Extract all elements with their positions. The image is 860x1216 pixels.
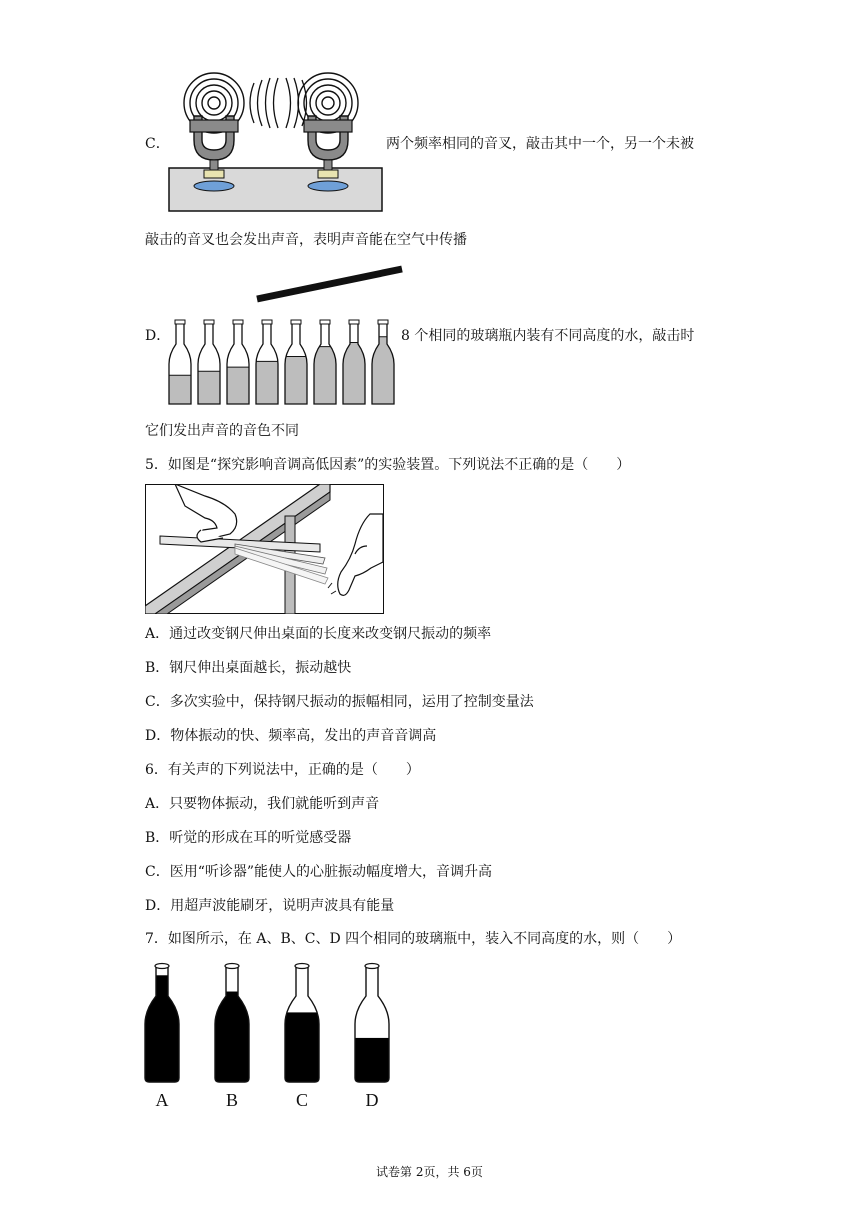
q6-option-d: D．用超声波能刷牙，说明声波具有能量 bbox=[145, 898, 395, 914]
striker-rod bbox=[252, 264, 412, 304]
glass-bottle-b bbox=[215, 964, 249, 1083]
option-c-text-line2: 敲击的音叉也会发出声音，表明声音能在空气中传播 bbox=[145, 232, 467, 248]
option-d-text-line1: 8 个相同的玻璃瓶内装有不同高度的水，敲击时 bbox=[401, 328, 695, 344]
glass-bottle-icon bbox=[285, 320, 307, 404]
glass-bottle-icon bbox=[256, 320, 278, 404]
bottle-label: A bbox=[155, 1090, 169, 1110]
bottle-label: C bbox=[295, 1090, 309, 1110]
q5-option-c: C．多次实验中，保持钢尺振动的振幅相同，运用了控制变量法 bbox=[145, 694, 534, 710]
glass-bottle-icon bbox=[343, 320, 365, 404]
q6-option-a: A．只要物体振动，我们就能听到声音 bbox=[145, 796, 380, 812]
glass-bottle-icon bbox=[169, 320, 191, 404]
bottle-label: B bbox=[225, 1090, 239, 1110]
option-d-letter: D． bbox=[145, 328, 171, 344]
glass-bottle-icon bbox=[372, 320, 394, 404]
option-c-letter: C． bbox=[145, 136, 170, 152]
glass-bottle-a bbox=[145, 964, 179, 1083]
bottle-label: D bbox=[365, 1090, 379, 1110]
page-footer: 试卷第 2页，共 6页 bbox=[376, 1165, 483, 1179]
q6-option-b: B．听觉的形成在耳的听觉感受器 bbox=[145, 830, 352, 846]
four-bottles-figure bbox=[140, 960, 400, 1110]
q5-stem: 5．如图是“探究影响音调高低因素”的实验装置。下列说法不正确的是（ ） bbox=[145, 457, 631, 473]
q5-option-d: D．物体振动的快、频率高，发出的声音音调高 bbox=[145, 728, 437, 744]
glass-bottle-icon bbox=[198, 320, 220, 404]
q7-stem: 7．如图所示，在 A、B、C、D 四个相同的玻璃瓶中，装入不同高度的水，则（ ） bbox=[145, 931, 682, 947]
glass-bottle-icon bbox=[227, 320, 249, 404]
steel-ruler-experiment-figure bbox=[145, 484, 385, 614]
glass-bottle-c bbox=[285, 964, 319, 1083]
glass-bottle-icon bbox=[314, 320, 336, 404]
q5-option-b: B．钢尺伸出桌面越长，振动越快 bbox=[145, 660, 352, 676]
q6-option-c: C．医用“听诊器”能使人的心脏振动幅度增大，音调升高 bbox=[145, 864, 493, 880]
option-d-text-line2: 它们发出声音的音色不同 bbox=[145, 423, 299, 439]
eight-bottles-figure bbox=[166, 318, 401, 408]
option-c-text-line1: 两个频率相同的音叉，敲击其中一个，另一个未被 bbox=[386, 136, 694, 152]
tuning-fork-figure bbox=[166, 68, 406, 218]
glass-bottle-d bbox=[355, 964, 389, 1083]
q6-stem: 6．有关声的下列说法中，正确的是（ ） bbox=[145, 762, 420, 778]
q5-option-a: A．通过改变钢尺伸出桌面的长度来改变钢尺振动的频率 bbox=[145, 626, 492, 642]
